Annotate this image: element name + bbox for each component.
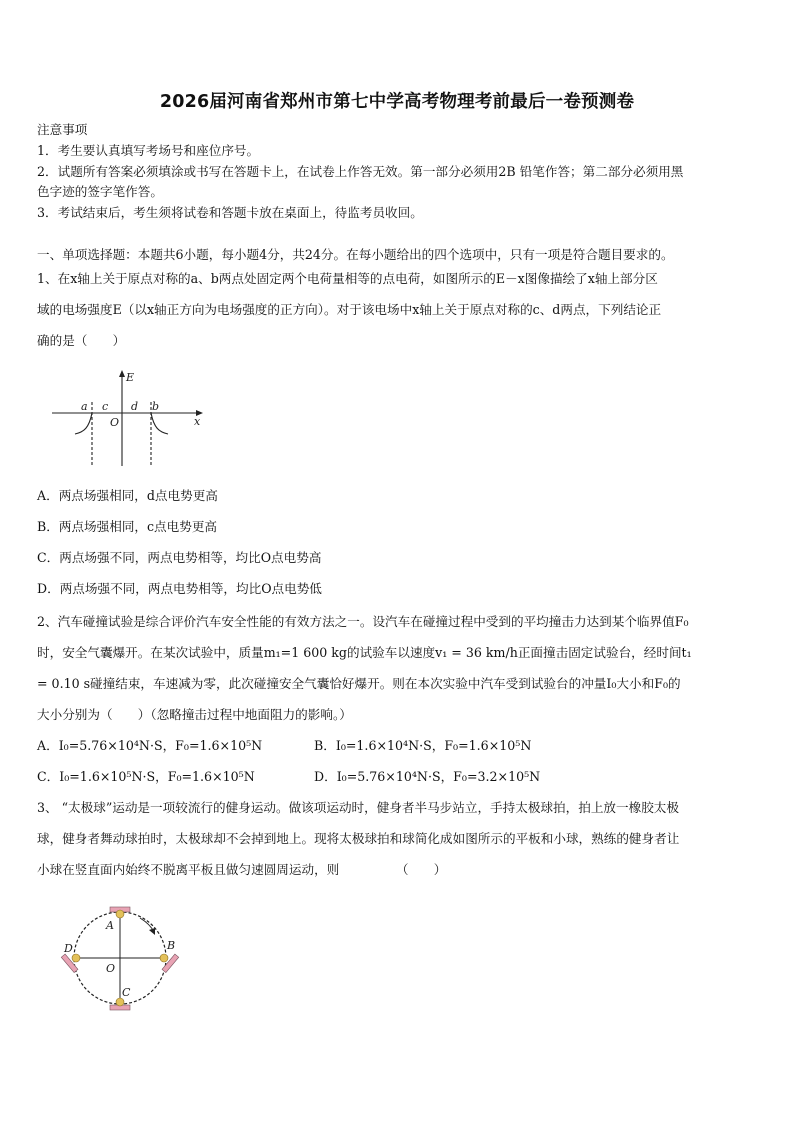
point-b-label: b — [152, 400, 160, 413]
question-2-line: 大小分别为（ ）（忽略撞击过程中地面阻力的影响。） — [37, 707, 352, 722]
origin-label: O — [110, 416, 120, 429]
notice-item: 3．考试结束后，考生须将试卷和答题卡放在桌面上，待监考员收回。 — [37, 205, 423, 220]
ball-bottom — [116, 998, 124, 1006]
question-2-option-b: B．I₀=1.6×10⁴N·S，F₀=1.6×10⁵N — [314, 738, 532, 753]
label-c: C — [122, 986, 131, 999]
notice-item: 2．试题所有答案必须填涂或书写在答题卡上，在试卷上作答无效。第一部分必须用2B 铅笔作答；第二部分必须用黑 — [37, 164, 684, 179]
question-1-option-d: D．两点场强不同，两点电势相等，均比O点电势低 — [37, 581, 322, 596]
notice-item: 色字迹的签字笔作答。 — [37, 184, 163, 199]
rotation-arrow-head — [149, 928, 155, 935]
question-3-line: 球，健身者舞动球拍时，太极球却不会掉到地上。现将太极球拍和球简化成如图所示的平板和小球，熟练的健身者让 — [37, 831, 680, 846]
question-2-line: 2、汽车碰撞试验是综合评价汽车安全性能的有效方法之一。设汽车在碰撞过程中受到的平均撞击力达到某个临界值F₀ — [37, 614, 689, 629]
section-header: 一、单项选择题：本题共6小题，每小题4分，共24分。在每小题给出的四个选项中，只有一项是符合题目要求的。 — [37, 247, 674, 262]
question-1-option-c: C．两点场强不同，两点电势相等，均比O点电势高 — [37, 550, 322, 565]
question-2-line: = 0.10 s碰撞结束，车速减为零，此次碰撞安全气囊恰好爆开。则在本次实验中汽车受到试验台的冲量I₀大小和F₀的 — [37, 676, 681, 691]
question-1-line: 1、在x轴上关于原点对称的a、b两点处固定两个电荷量相等的点电荷，如图所示的E－x图像描绘了x轴上部分区 — [37, 271, 658, 286]
question-3-line: 3、 “太极球”运动是一项较流行的健身运动。做该项运动时，健身者半马步站立，手持太极球拍，拍上放一橡胶太极 — [37, 800, 679, 815]
taiji-ball-figure — [56, 902, 188, 1016]
question-1-option-a: A．两点场强相同，d点电势更高 — [37, 488, 218, 503]
page-title: 2026届河南省郑州市第七中学高考物理考前最后一卷预测卷 — [159, 92, 635, 112]
notice-heading: 注意事项 — [37, 122, 88, 137]
question-2-option-c: C．I₀=1.6×10⁵N·S，F₀=1.6×10⁵N — [37, 769, 255, 784]
notice-item: 1．考生要认真填写考场号和座位序号。 — [37, 143, 260, 158]
point-d-label: d — [131, 400, 139, 413]
question-1-line: 确的是（ ） — [37, 333, 126, 348]
right-curve — [151, 413, 168, 434]
question-3-line: 小球在竖直面内始终不脱离平板且做匀速圆周运动，则 （ ） — [37, 862, 447, 877]
question-1-line: 域的电场强度E（以x轴正方向为电场强度的正方向）。对于该电场中x轴上关于原点对称的c、d两点，下列结论正 — [37, 302, 662, 317]
label-b: B — [167, 939, 176, 952]
left-curve — [75, 413, 92, 434]
e-axis-arrow — [119, 370, 125, 377]
label-o: O — [106, 962, 116, 975]
label-d: D — [64, 942, 73, 955]
question-2-option-a: A．I₀=5.76×10⁴N·S，F₀=1.6×10⁵N — [37, 738, 263, 753]
point-a-label: a — [81, 400, 88, 413]
e-axis-label: E — [126, 371, 135, 384]
question-2-option-d: D．I₀=5.76×10⁴N·S，F₀=3.2×10⁵N — [314, 769, 541, 784]
question-1-option-b: B．两点场强相同，c点电势更高 — [37, 519, 218, 534]
ball-right — [160, 954, 168, 962]
ball-left — [72, 954, 80, 962]
x-axis-label: x — [194, 415, 201, 428]
ball-top — [116, 910, 124, 918]
e-x-graph-figure — [48, 368, 218, 470]
question-2-line: 时，安全气囊爆开。在某次试验中，质量m₁=1 600 kg的试验车以速度v₁ = 36 km/h正面撞击固定试验台，经时间t₁ — [37, 645, 692, 660]
label-a: A — [106, 919, 114, 932]
point-c-label: c — [102, 400, 109, 413]
